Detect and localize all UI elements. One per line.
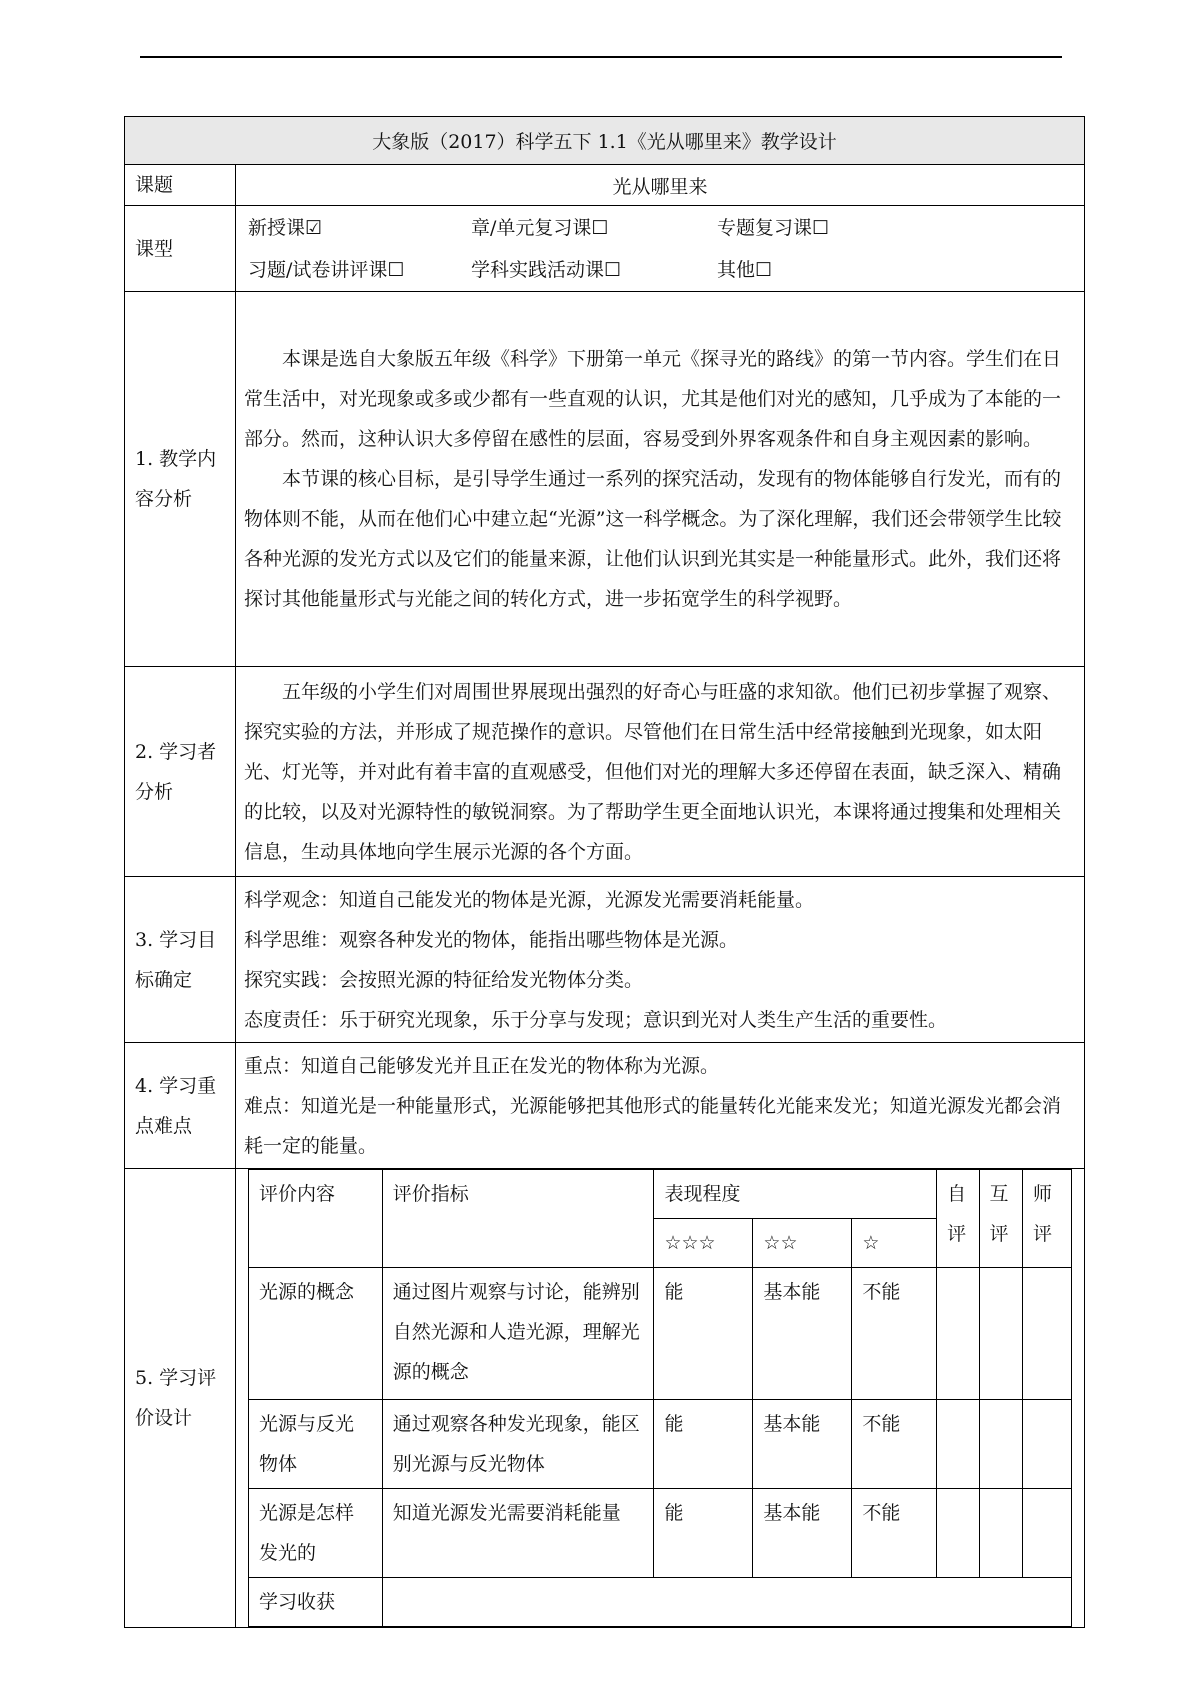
evaluation-label: 5. 学习评价设计 <box>125 1169 236 1628</box>
eval-level3-cell: 能 <box>654 1400 753 1489</box>
key-point-line: 重点：知道自己能够发光并且正在发光的物体称为光源。 <box>244 1054 720 1077</box>
eval-indicator-cell: 通过图片观察与讨论，能辨别自然光源和人造光源，理解光源的概念 <box>382 1268 654 1400</box>
eval-header-performance: 表现程度 <box>654 1170 937 1219</box>
eval-table-row <box>249 1489 1072 1578</box>
evaluation-body <box>236 1169 1085 1628</box>
header-rule <box>140 56 1062 58</box>
eval-peer-cell[interactable] <box>979 1489 1022 1578</box>
key-points-body <box>236 1043 1085 1169</box>
key-points-label: 4. 学习重点难点 <box>125 1043 236 1169</box>
eval-header-content: 评价内容 <box>249 1170 383 1268</box>
eval-header-three-stars: ☆☆☆ <box>654 1219 753 1268</box>
lesson-plan-table <box>124 116 1085 1628</box>
objective-line: 态度责任：乐于研究光现象，乐于分享与发现；意识到光对人类生产生活的重要性。 <box>244 1008 948 1031</box>
objective-line: 探究实践：会按照光源的特征给发光物体分类。 <box>244 968 644 991</box>
content-analysis-body <box>236 292 1085 667</box>
eval-header-peer: 互评 <box>979 1170 1022 1268</box>
eval-level1-cell: 不能 <box>852 1489 937 1578</box>
eval-header-self: 自评 <box>937 1170 979 1268</box>
objective-line: 科学思维：观察各种发光的物体，能指出哪些物体是光源。 <box>244 928 739 951</box>
type-option-unit-review[interactable]: 章/单元复习课☐ <box>471 216 609 239</box>
learner-analysis-label: 2. 学习者分析 <box>125 667 236 877</box>
eval-level1-cell: 不能 <box>852 1400 937 1489</box>
eval-self-cell[interactable] <box>937 1268 979 1400</box>
eval-self-cell[interactable] <box>937 1400 979 1489</box>
type-options <box>236 206 1085 292</box>
key-points-row <box>125 1043 1085 1169</box>
evaluation-row <box>125 1169 1085 1628</box>
type-option-practice-activity[interactable]: 学科实践活动课☐ <box>471 258 622 281</box>
eval-level3-cell: 能 <box>654 1489 753 1578</box>
objectives-row <box>125 877 1085 1043</box>
eval-teacher-cell[interactable] <box>1023 1489 1072 1578</box>
eval-header-teacher: 师评 <box>1023 1170 1072 1268</box>
eval-level1-cell: 不能 <box>852 1268 937 1400</box>
content-analysis-label: 1. 教学内容分析 <box>125 292 236 667</box>
eval-header-two-stars: ☆☆ <box>753 1219 852 1268</box>
eval-indicator-cell: 通过观察各种发光现象，能区别光源与反光物体 <box>382 1400 654 1489</box>
objectives-body <box>236 877 1085 1043</box>
title-row <box>125 117 1085 165</box>
eval-header-one-star: ☆ <box>852 1219 937 1268</box>
objectives-label: 3. 学习目标确定 <box>125 877 236 1043</box>
document-title: 大象版（2017）科学五下 1.1《光从哪里来》教学设计 <box>125 117 1085 165</box>
type-option-other[interactable]: 其他☐ <box>717 258 773 281</box>
content-analysis-row <box>125 292 1085 667</box>
eval-teacher-cell[interactable] <box>1023 1400 1072 1489</box>
eval-header-row <box>249 1170 1072 1219</box>
eval-harvest-row <box>249 1578 1072 1627</box>
eval-level2-cell: 基本能 <box>753 1489 852 1578</box>
type-option-new-lesson[interactable]: 新授课☑ <box>248 216 323 239</box>
eval-peer-cell[interactable] <box>979 1400 1022 1489</box>
eval-content-cell: 光源与反光物体 <box>249 1400 383 1489</box>
eval-content-cell: 光源是怎样发光的 <box>249 1489 383 1578</box>
objective-line: 科学观念：知道自己能发光的物体是光源，光源发光需要消耗能量。 <box>244 888 815 911</box>
topic-label: 课题 <box>125 165 236 206</box>
eval-harvest-value[interactable] <box>382 1578 1071 1627</box>
eval-table-row <box>249 1400 1072 1489</box>
eval-level2-cell: 基本能 <box>753 1268 852 1400</box>
learner-analysis-paragraph: 五年级的小学生们对周围世界展现出强烈的好奇心与旺盛的求知欲。他们已初步掌握了观察、探究实验的方法，并形成了规范操作的意识。尽管他们在日常生活中经常接触到光现象，如太阳光、灯光等，并对此有着丰富的直观感受，但他们对光的理解大多还停留在表面，缺乏深入、精确的比较，以及对光源特性的敏锐洞察。为了帮助学生更全面地认识光，本课将通过搜集和处理相关信息，生动具体地向学生展示光源的各个方面。 <box>244 680 1062 863</box>
learner-analysis-body <box>236 667 1085 877</box>
eval-level3-cell: 能 <box>654 1268 753 1400</box>
learner-analysis-row <box>125 667 1085 877</box>
difficult-point-line: 难点：知道光是一种能量形式，光源能够把其他形式的能量转化光能来发光；知道光源发光都会消耗一定的能量。 <box>244 1094 1062 1157</box>
content-analysis-paragraph: 本节课的核心目标，是引导学生通过一系列的探究活动，发现有的物体能够自行发光，而有的物体则不能，从而在他们心中建立起“光源”这一科学概念。为了深化理解，我们还会带领学生比较各种光源的发光方式以及它们的能量来源，让他们认识到光其实是一种能量形式。此外，我们还将探讨其他能量形式与光能之间的转化方式，进一步拓宽学生的科学视野。 <box>244 468 1062 610</box>
eval-table-row <box>249 1268 1072 1400</box>
eval-indicator-cell: 知道光源发光需要消耗能量 <box>382 1489 654 1578</box>
eval-content-cell: 光源的概念 <box>249 1268 383 1400</box>
eval-teacher-cell[interactable] <box>1023 1268 1072 1400</box>
type-row <box>125 206 1085 292</box>
topic-value: 光从哪里来 <box>236 165 1085 206</box>
eval-peer-cell[interactable] <box>979 1268 1022 1400</box>
type-label: 课型 <box>125 206 236 292</box>
eval-harvest-label: 学习收获 <box>249 1578 383 1627</box>
type-option-exercise-review[interactable]: 习题/试卷讲评课☐ <box>248 258 405 281</box>
evaluation-table <box>248 1169 1072 1627</box>
eval-level2-cell: 基本能 <box>753 1400 852 1489</box>
eval-header-indicator: 评价指标 <box>382 1170 654 1268</box>
content-analysis-paragraph: 本课是选自大象版五年级《科学》下册第一单元《探寻光的路线》的第一节内容。学生们在日常生活中，对光现象或多或少都有一些直观的认识，尤其是他们对光的感知，几乎成为了本能的一部分。然而，这种认识大多停留在感性的层面，容易受到外界客观条件和自身主观因素的影响。 <box>244 348 1062 450</box>
type-option-topic-review[interactable]: 专题复习课☐ <box>717 216 830 239</box>
eval-self-cell[interactable] <box>937 1489 979 1578</box>
topic-row <box>125 165 1085 206</box>
